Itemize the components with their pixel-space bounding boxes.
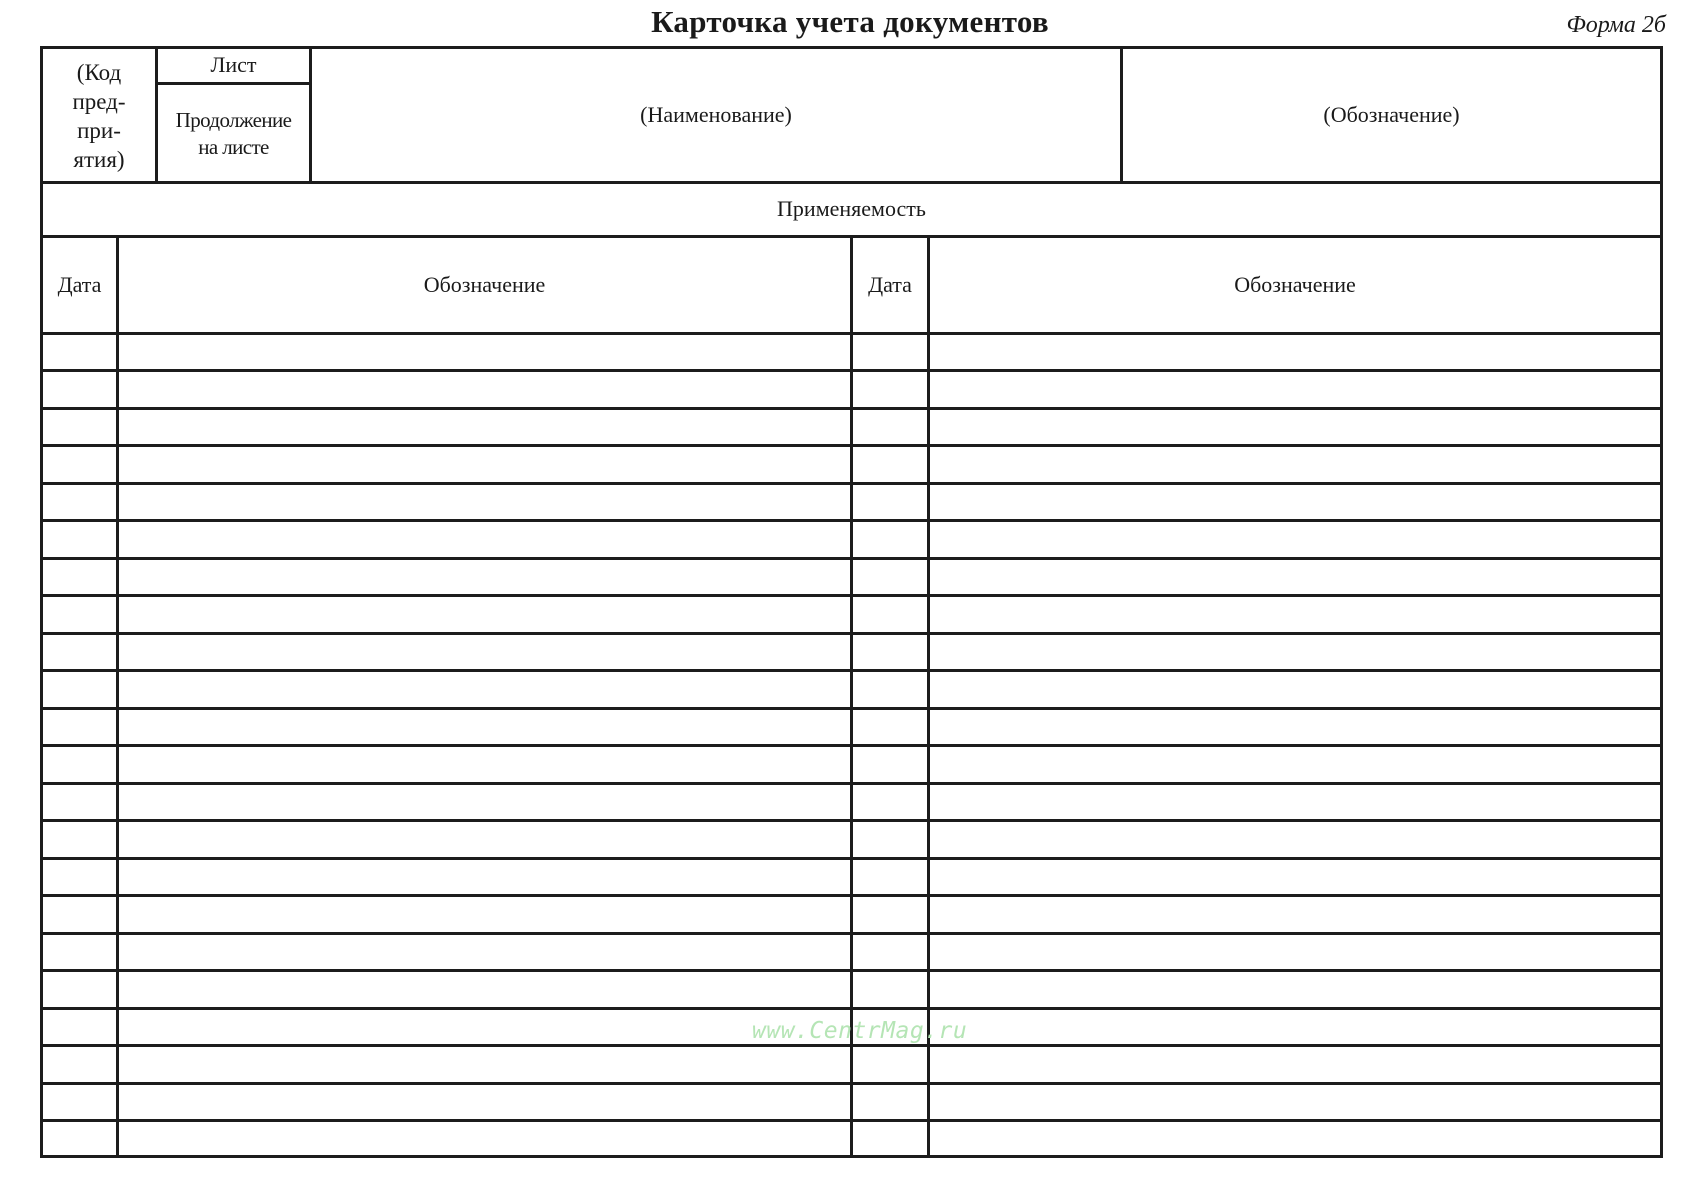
watermark: www.CentrMag.ru (752, 1018, 968, 1044)
date-cell[interactable] (43, 821, 116, 859)
document-title: Карточка учета документов (651, 4, 1049, 39)
designation-cell[interactable] (930, 408, 1660, 446)
designation-cell[interactable] (119, 746, 850, 784)
designation-cell[interactable] (119, 896, 850, 934)
date-cell[interactable] (853, 371, 927, 409)
designation-cell[interactable] (930, 896, 1660, 934)
table-row (40, 1083, 1663, 1121)
designation-cell[interactable] (930, 371, 1660, 409)
date-cell[interactable] (43, 708, 116, 746)
table-row (40, 971, 1663, 1009)
date-cell[interactable] (853, 596, 927, 634)
date-cell[interactable] (43, 558, 116, 596)
name-label: (Наименование) (640, 101, 792, 127)
designation-cell[interactable] (930, 821, 1660, 859)
designation-cell[interactable] (119, 858, 850, 896)
designation-cell[interactable] (930, 746, 1660, 784)
designation-cell[interactable] (119, 558, 850, 596)
column-header-date-1 (43, 238, 116, 332)
sheet-cell[interactable] (158, 49, 309, 82)
designation-cell[interactable] (930, 1046, 1660, 1084)
designation-label: (Обозначение) (1323, 101, 1460, 127)
date-cell[interactable] (853, 896, 927, 934)
table-row (40, 483, 1663, 521)
table-row (40, 783, 1663, 821)
designation-cell[interactable] (930, 971, 1660, 1009)
date-cell[interactable] (853, 521, 927, 559)
date-cell[interactable] (853, 333, 927, 371)
date-cell[interactable] (43, 1008, 116, 1046)
continuation-line: Продолжение (175, 107, 292, 132)
table-row (40, 596, 1663, 634)
table-row (40, 521, 1663, 559)
designation-cell[interactable] (930, 633, 1660, 671)
sheet-label: Лист (210, 52, 257, 78)
designation-cell[interactable] (930, 558, 1660, 596)
date-cell[interactable] (853, 821, 927, 859)
column-header-designation-1 (119, 238, 850, 332)
enterprise-code-cell[interactable] (43, 52, 155, 180)
date-cell[interactable] (43, 1121, 116, 1159)
designation-cell[interactable] (119, 596, 850, 634)
designation-cell[interactable] (930, 708, 1660, 746)
enterprise-code-line: ятия) (73, 147, 125, 172)
enterprise-code-line: пред- (72, 89, 126, 114)
designation-cell[interactable] (119, 783, 850, 821)
designation-cell[interactable] (930, 521, 1660, 559)
designation-cell[interactable] (930, 446, 1660, 484)
designation-cell[interactable] (119, 633, 850, 671)
date-cell[interactable] (853, 933, 927, 971)
table-row (40, 671, 1663, 709)
enterprise-code-line: (Код (76, 60, 122, 85)
date-cell[interactable] (853, 1121, 927, 1159)
date-cell[interactable] (43, 1046, 116, 1084)
date-cell[interactable] (853, 971, 927, 1009)
designation-cell[interactable] (119, 708, 850, 746)
table-row (40, 1121, 1663, 1159)
applicability-heading (43, 184, 1660, 235)
table-row (40, 746, 1663, 784)
designation-cell[interactable] (930, 671, 1660, 709)
designation-cell[interactable] (930, 1008, 1660, 1046)
date-cell[interactable] (43, 596, 116, 634)
designation-cell[interactable] (119, 483, 850, 521)
column-label: Обозначение (423, 271, 546, 297)
designation-cell[interactable] (930, 933, 1660, 971)
name-cell[interactable] (312, 49, 1120, 181)
date-cell[interactable] (43, 483, 116, 521)
date-cell[interactable] (853, 1046, 927, 1084)
designation-cell[interactable] (119, 821, 850, 859)
date-cell[interactable] (853, 1083, 927, 1121)
designation-cell[interactable] (930, 858, 1660, 896)
date-cell[interactable] (43, 408, 116, 446)
column-header-date-2 (853, 238, 927, 332)
designation-cell[interactable] (930, 596, 1660, 634)
column-label: Обозначение (1234, 271, 1356, 297)
column-label: Дата (868, 271, 912, 297)
designation-cell[interactable] (930, 333, 1660, 371)
date-cell[interactable] (853, 446, 927, 484)
table-row (40, 633, 1663, 671)
table-row (40, 708, 1663, 746)
date-cell[interactable] (853, 858, 927, 896)
date-cell[interactable] (853, 408, 927, 446)
table-row (40, 1046, 1663, 1084)
designation-cell[interactable] (1123, 49, 1660, 181)
designation-cell[interactable] (119, 1046, 850, 1084)
date-cell[interactable] (43, 896, 116, 934)
date-cell[interactable] (853, 671, 927, 709)
date-cell[interactable] (43, 633, 116, 671)
date-cell[interactable] (853, 633, 927, 671)
continuation-line: на листе (198, 134, 269, 159)
form-number: Форма 2б (1566, 12, 1666, 38)
designation-cell[interactable] (119, 408, 850, 446)
date-cell[interactable] (43, 446, 116, 484)
table-row (40, 896, 1663, 934)
divider-sheet-continuation (156, 82, 311, 85)
date-cell[interactable] (43, 746, 116, 784)
date-cell[interactable] (43, 858, 116, 896)
designation-cell[interactable] (930, 483, 1660, 521)
table-row (40, 446, 1663, 484)
table-row (40, 408, 1663, 446)
table-row (40, 821, 1663, 859)
table-row (40, 371, 1663, 409)
date-cell[interactable] (43, 783, 116, 821)
table-row (40, 933, 1663, 971)
continuation-cell[interactable] (158, 86, 309, 181)
designation-cell[interactable] (119, 671, 850, 709)
date-cell[interactable] (853, 783, 927, 821)
date-cell[interactable] (43, 333, 116, 371)
date-cell[interactable] (43, 371, 116, 409)
designation-cell[interactable] (119, 333, 850, 371)
date-cell[interactable] (43, 1083, 116, 1121)
designation-cell[interactable] (119, 1083, 850, 1121)
date-cell[interactable] (853, 558, 927, 596)
designation-cell[interactable] (930, 783, 1660, 821)
column-header-designation-2 (930, 238, 1660, 332)
date-cell[interactable] (853, 746, 927, 784)
table-row (40, 558, 1663, 596)
table-row (40, 858, 1663, 896)
designation-cell[interactable] (119, 521, 850, 559)
designation-cell[interactable] (119, 933, 850, 971)
designation-cell[interactable] (119, 1121, 850, 1159)
date-cell[interactable] (43, 971, 116, 1009)
date-cell[interactable] (43, 933, 116, 971)
designation-cell[interactable] (119, 971, 850, 1009)
date-cell[interactable] (853, 708, 927, 746)
designation-cell[interactable] (119, 371, 850, 409)
column-label: Дата (57, 271, 102, 297)
designation-cell[interactable] (930, 1083, 1660, 1121)
designation-cell[interactable] (930, 1121, 1660, 1159)
designation-cell[interactable] (119, 446, 850, 484)
designation-cell[interactable] (119, 1008, 850, 1046)
date-cell[interactable] (43, 521, 116, 559)
date-cell[interactable] (853, 483, 927, 521)
enterprise-code-line: при- (77, 118, 121, 143)
date-cell[interactable] (43, 671, 116, 709)
applicability-label: Применяемость (777, 196, 926, 222)
table-row (40, 333, 1663, 371)
